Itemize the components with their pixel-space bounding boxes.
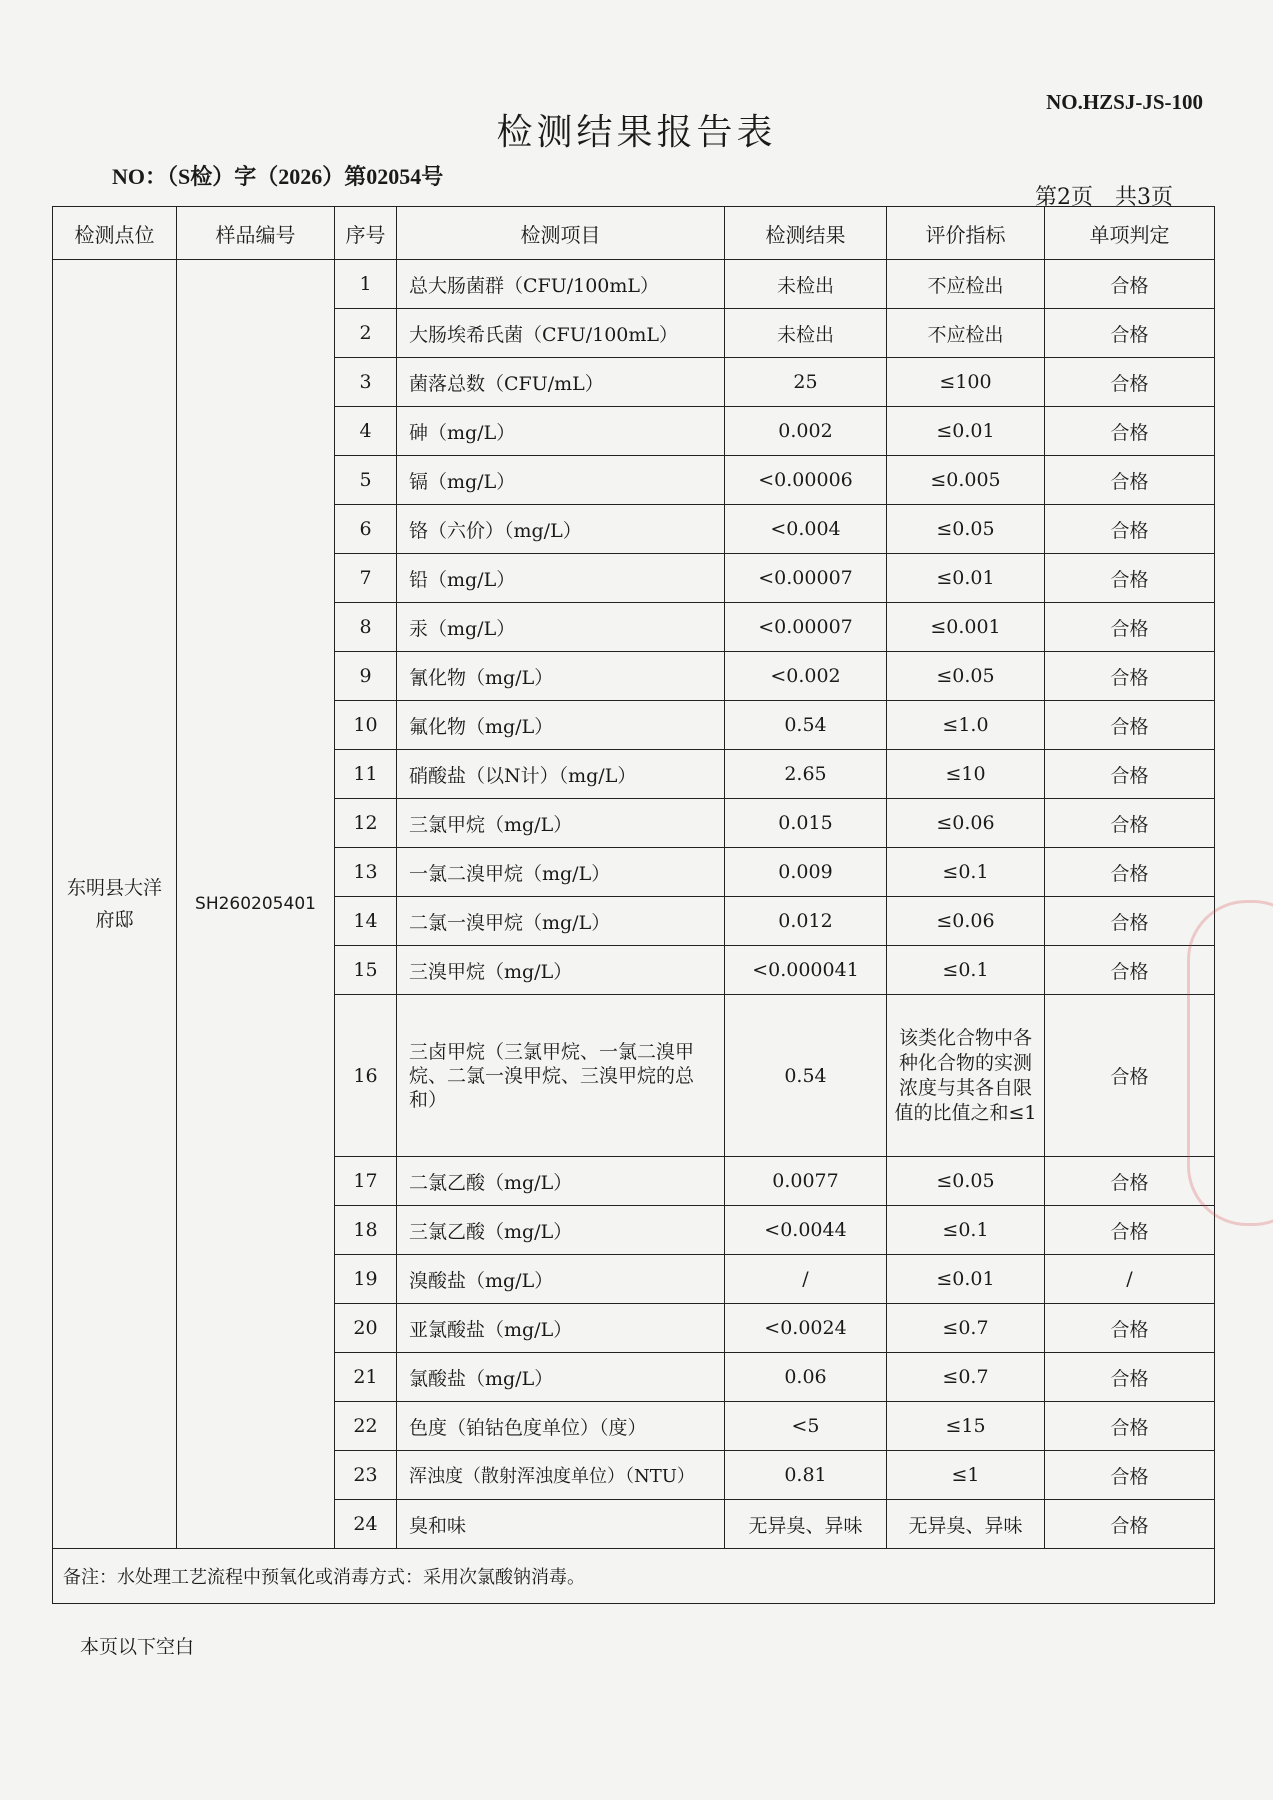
seq-cell: 13	[335, 848, 397, 897]
seq-cell: 18	[335, 1206, 397, 1255]
verdict-cell: 合格	[1045, 848, 1215, 897]
blank-below-note: 本页以下空白	[80, 1636, 195, 1658]
criterion-cell: ≤0.1	[887, 1206, 1045, 1255]
item-cell: 大肠埃希氏菌（CFU/100mL）	[397, 309, 725, 358]
item-cell: 浑浊度（散射浑浊度单位）（NTU）	[397, 1451, 725, 1500]
verdict-cell: 合格	[1045, 897, 1215, 946]
criterion-cell: ≤0.06	[887, 897, 1045, 946]
item-cell: 三卤甲烷（三氯甲烷、一氯二溴甲烷、二氯一溴甲烷、三溴甲烷的总和）	[397, 995, 725, 1157]
result-cell: <0.002	[725, 652, 887, 701]
seq-cell: 12	[335, 799, 397, 848]
item-cell: 镉（mg/L）	[397, 456, 725, 505]
result-cell: 0.002	[725, 407, 887, 456]
result-cell: 0.54	[725, 701, 887, 750]
item-cell: 亚氯酸盐（mg/L）	[397, 1304, 725, 1353]
result-cell: /	[725, 1255, 887, 1304]
verdict-cell: 合格	[1045, 1304, 1215, 1353]
verdict-cell: 合格	[1045, 750, 1215, 799]
result-cell: 未检出	[725, 260, 887, 309]
seq-cell: 19	[335, 1255, 397, 1304]
header-result: 检测结果	[725, 207, 887, 260]
verdict-cell: /	[1045, 1255, 1215, 1304]
criterion-cell: 该类化合物中各种化合物的实测浓度与其各自限值的比值之和≤1	[887, 995, 1045, 1157]
item-cell: 氯酸盐（mg/L）	[397, 1353, 725, 1402]
result-cell: 0.54	[725, 995, 887, 1157]
result-cell: <0.00007	[725, 554, 887, 603]
verdict-cell: 合格	[1045, 603, 1215, 652]
result-cell: 0.012	[725, 897, 887, 946]
result-cell: 2.65	[725, 750, 887, 799]
seq-cell: 6	[335, 505, 397, 554]
criterion-cell: ≤10	[887, 750, 1045, 799]
criterion-cell: 不应检出	[887, 309, 1045, 358]
item-cell: 铅（mg/L）	[397, 554, 725, 603]
verdict-cell: 合格	[1045, 652, 1215, 701]
criterion-cell: 无异臭、异味	[887, 1500, 1045, 1549]
seal-stamp	[1187, 900, 1273, 1226]
results-table	[52, 206, 1215, 1604]
header-sample: 样品编号	[177, 207, 335, 260]
criterion-cell: ≤0.05	[887, 1157, 1045, 1206]
item-cell: 三氯乙酸（mg/L）	[397, 1206, 725, 1255]
criterion-cell: ≤0.7	[887, 1304, 1045, 1353]
item-cell: 硝酸盐（以N计）（mg/L）	[397, 750, 725, 799]
result-cell: 0.009	[725, 848, 887, 897]
seq-cell: 16	[335, 995, 397, 1157]
item-cell: 砷（mg/L）	[397, 407, 725, 456]
result-cell: <5	[725, 1402, 887, 1451]
seq-cell: 3	[335, 358, 397, 407]
result-cell: 0.0077	[725, 1157, 887, 1206]
seq-cell: 14	[335, 897, 397, 946]
item-cell: 总大肠菌群（CFU/100mL）	[397, 260, 725, 309]
verdict-cell: 合格	[1045, 456, 1215, 505]
seq-cell: 7	[335, 554, 397, 603]
criterion-cell: ≤0.005	[887, 456, 1045, 505]
criterion-cell: ≤0.06	[887, 799, 1045, 848]
seq-cell: 11	[335, 750, 397, 799]
report-number: NO：（S检）字（2026）第02054号	[112, 164, 444, 189]
seq-cell: 10	[335, 701, 397, 750]
seq-cell: 17	[335, 1157, 397, 1206]
criterion-cell: ≤1.0	[887, 701, 1045, 750]
item-cell: 二氯乙酸（mg/L）	[397, 1157, 725, 1206]
result-cell: <0.0024	[725, 1304, 887, 1353]
result-cell: 0.81	[725, 1451, 887, 1500]
verdict-cell: 合格	[1045, 946, 1215, 995]
criterion-cell: ≤15	[887, 1402, 1045, 1451]
verdict-cell: 合格	[1045, 358, 1215, 407]
seq-cell: 8	[335, 603, 397, 652]
criterion-cell: ≤0.01	[887, 407, 1045, 456]
item-cell: 三氯甲烷（mg/L）	[397, 799, 725, 848]
criterion-cell: ≤0.1	[887, 848, 1045, 897]
item-cell: 铬（六价）（mg/L）	[397, 505, 725, 554]
sample-number-cell: SH260205401	[177, 260, 335, 1549]
criterion-cell: ≤0.05	[887, 505, 1045, 554]
result-cell: 0.015	[725, 799, 887, 848]
remark-cell: 备注：水处理工艺流程中预氧化或消毒方式：采用次氯酸钠消毒。	[53, 1549, 1215, 1604]
verdict-cell: 合格	[1045, 1206, 1215, 1255]
item-cell: 三溴甲烷（mg/L）	[397, 946, 725, 995]
verdict-cell: 合格	[1045, 554, 1215, 603]
criterion-cell: ≤0.001	[887, 603, 1045, 652]
header-location: 检测点位	[53, 207, 177, 260]
verdict-cell: 合格	[1045, 1451, 1215, 1500]
header-verdict: 单项判定	[1045, 207, 1215, 260]
table-header-row	[53, 207, 1215, 260]
item-cell: 氟化物（mg/L）	[397, 701, 725, 750]
verdict-cell: 合格	[1045, 1402, 1215, 1451]
result-cell: 0.06	[725, 1353, 887, 1402]
seq-cell: 4	[335, 407, 397, 456]
result-cell: <0.0044	[725, 1206, 887, 1255]
page-indicator: 第2页 共3页	[1035, 185, 1173, 210]
seq-cell: 15	[335, 946, 397, 995]
item-cell: 溴酸盐（mg/L）	[397, 1255, 725, 1304]
criterion-cell: ≤0.7	[887, 1353, 1045, 1402]
seq-cell: 22	[335, 1402, 397, 1451]
verdict-cell: 合格	[1045, 309, 1215, 358]
criterion-cell: ≤100	[887, 358, 1045, 407]
seq-cell: 5	[335, 456, 397, 505]
result-cell: <0.000041	[725, 946, 887, 995]
item-cell: 菌落总数（CFU/mL）	[397, 358, 725, 407]
item-cell: 臭和味	[397, 1500, 725, 1549]
verdict-cell: 合格	[1045, 701, 1215, 750]
verdict-cell: 合格	[1045, 407, 1215, 456]
seq-cell: 21	[335, 1353, 397, 1402]
seq-cell: 2	[335, 309, 397, 358]
criterion-cell: ≤0.01	[887, 1255, 1045, 1304]
item-cell: 氰化物（mg/L）	[397, 652, 725, 701]
seq-cell: 9	[335, 652, 397, 701]
item-cell: 二氯一溴甲烷（mg/L）	[397, 897, 725, 946]
document-code: NO.HZSJ-JS-100	[1046, 90, 1203, 114]
criterion-cell: ≤0.01	[887, 554, 1045, 603]
verdict-cell: 合格	[1045, 1353, 1215, 1402]
seq-cell: 24	[335, 1500, 397, 1549]
result-cell: <0.00007	[725, 603, 887, 652]
table-row	[53, 260, 1215, 309]
criterion-cell: 不应检出	[887, 260, 1045, 309]
verdict-cell: 合格	[1045, 260, 1215, 309]
header-criterion: 评价指标	[887, 207, 1045, 260]
result-cell: <0.004	[725, 505, 887, 554]
verdict-cell: 合格	[1045, 1157, 1215, 1206]
verdict-cell: 合格	[1045, 1500, 1215, 1549]
item-cell: 汞（mg/L）	[397, 603, 725, 652]
result-cell: <0.00006	[725, 456, 887, 505]
verdict-cell: 合格	[1045, 995, 1215, 1157]
seq-cell: 20	[335, 1304, 397, 1353]
verdict-cell: 合格	[1045, 505, 1215, 554]
item-cell: 一氯二溴甲烷（mg/L）	[397, 848, 725, 897]
result-cell: 未检出	[725, 309, 887, 358]
remark-row	[53, 1549, 1215, 1604]
header-seq: 序号	[335, 207, 397, 260]
seq-cell: 1	[335, 260, 397, 309]
criterion-cell: ≤0.1	[887, 946, 1045, 995]
result-cell: 无异臭、异味	[725, 1500, 887, 1549]
seq-cell: 23	[335, 1451, 397, 1500]
result-cell: 25	[725, 358, 887, 407]
verdict-cell: 合格	[1045, 799, 1215, 848]
criterion-cell: ≤1	[887, 1451, 1045, 1500]
header-item: 检测项目	[397, 207, 725, 260]
location-cell: 东明县大洋府邸	[53, 260, 177, 1549]
item-cell: 色度（铂钴色度单位）（度）	[397, 1402, 725, 1451]
criterion-cell: ≤0.05	[887, 652, 1045, 701]
page-title: 检测结果报告表	[496, 112, 777, 153]
